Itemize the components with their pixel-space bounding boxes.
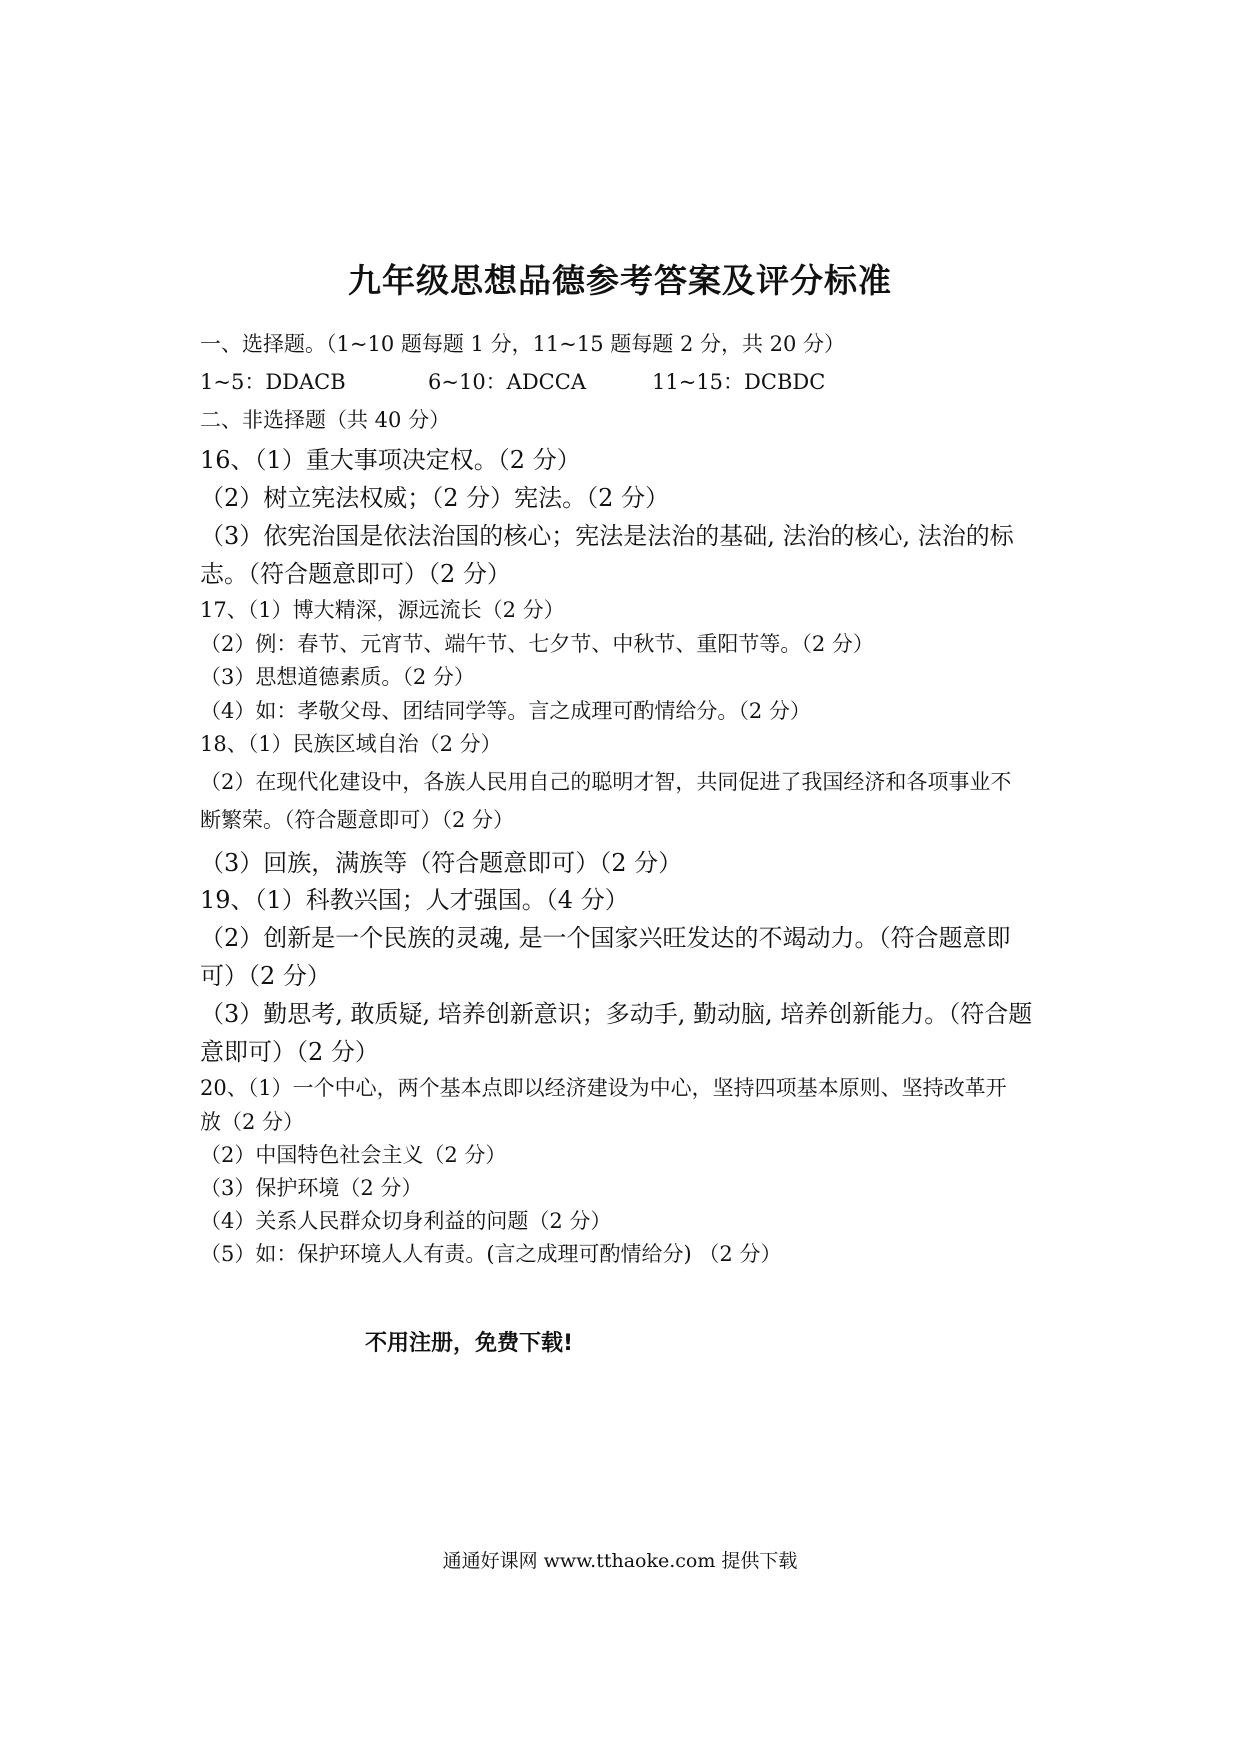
q16-answer-3-cont: 志。（符合题意即可）（2 分） xyxy=(200,560,511,588)
q17-answer-4: （4）如：孝敬父母、团结同学等。言之成理可酌情给分。（2 分） xyxy=(200,699,811,723)
q17-answer-2: （2）例：春节、元宵节、端午节、七夕节、中秋节、重阳节等。（2 分） xyxy=(200,632,874,656)
q20-answer-3: （3）保护环境（2 分） xyxy=(200,1176,423,1200)
q16-answer-3: （3）依宪治国是依法治国的核心；宪法是法治的基础, 法治的核心, 法治的标 xyxy=(200,522,1014,550)
mc-answer-1-5: 1~5：DDACB xyxy=(200,370,346,394)
q19-answer-3: （3）勤思考, 敢质疑, 培养创新意识；多动手, 勤动脑, 培养创新能力。（符合题 xyxy=(200,1000,1033,1028)
page-footer: 通通好课网 www.tthaoke.com 提供下载 xyxy=(442,1550,798,1572)
q19-answer-2-cont: 可）（2 分） xyxy=(200,962,331,990)
mc-answer-6-10: 6~10：ADCCA xyxy=(428,370,586,394)
q20-answer-5: （5）如：保护环境人人有责。(言之成理可酌情给分) （2 分） xyxy=(200,1242,782,1266)
q18-answer-2: （2）在现代化建设中，各族人民用自己的聪明才智，共同促进了我国经济和各项事业不 xyxy=(200,770,1012,794)
q20-answer-1: 20、（1）一个中心，两个基本点即以经济建设为中心，坚持四项基本原则、坚持改革开 xyxy=(200,1076,1007,1100)
section2-heading: 二、非选择题（共 40 分） xyxy=(200,408,451,432)
section1-heading: 一、选择题。（1~10 题每题 1 分，11~15 题每题 2 分，共 20 分） xyxy=(200,332,846,356)
page-title: 九年级思想品德参考答案及评分标准 xyxy=(348,261,892,300)
mc-answer-11-15: 11~15：DCBDC xyxy=(652,370,826,394)
q16-answer-2: （2）树立宪法权威；（2 分）宪法。（2 分） xyxy=(200,484,670,512)
q16-answer-1: 16、（1）重大事项决定权。（2 分） xyxy=(200,446,581,474)
q19-answer-2: （2）创新是一个民族的灵魂, 是一个国家兴旺发达的不竭动力。（符合题意即 xyxy=(200,924,1011,952)
q18-answer-2-cont: 断繁荣。（符合题意即可）（2 分） xyxy=(200,808,515,832)
q20-answer-2: （2）中国特色社会主义（2 分） xyxy=(200,1143,507,1167)
download-notice: 不用注册，免费下载! xyxy=(365,1331,574,1356)
q19-answer-3-cont: 意即可）（2 分） xyxy=(200,1038,379,1066)
q18-answer-3: （3）回族，满族等（符合题意即可）（2 分） xyxy=(200,849,683,877)
q18-answer-1: 18、（1）民族区域自治（2 分） xyxy=(200,732,502,756)
q17-answer-1: 17、（1）博大精深，源远流长（2 分） xyxy=(200,598,565,622)
q20-answer-1-cont: 放（2 分） xyxy=(200,1110,305,1134)
q20-answer-4: （4）关系人民群众切身利益的问题（2 分） xyxy=(200,1209,612,1233)
q17-answer-3: （3）思想道德素质。（2 分） xyxy=(200,665,475,689)
q19-answer-1: 19、（1）科教兴国；人才强国。（4 分） xyxy=(200,886,629,914)
